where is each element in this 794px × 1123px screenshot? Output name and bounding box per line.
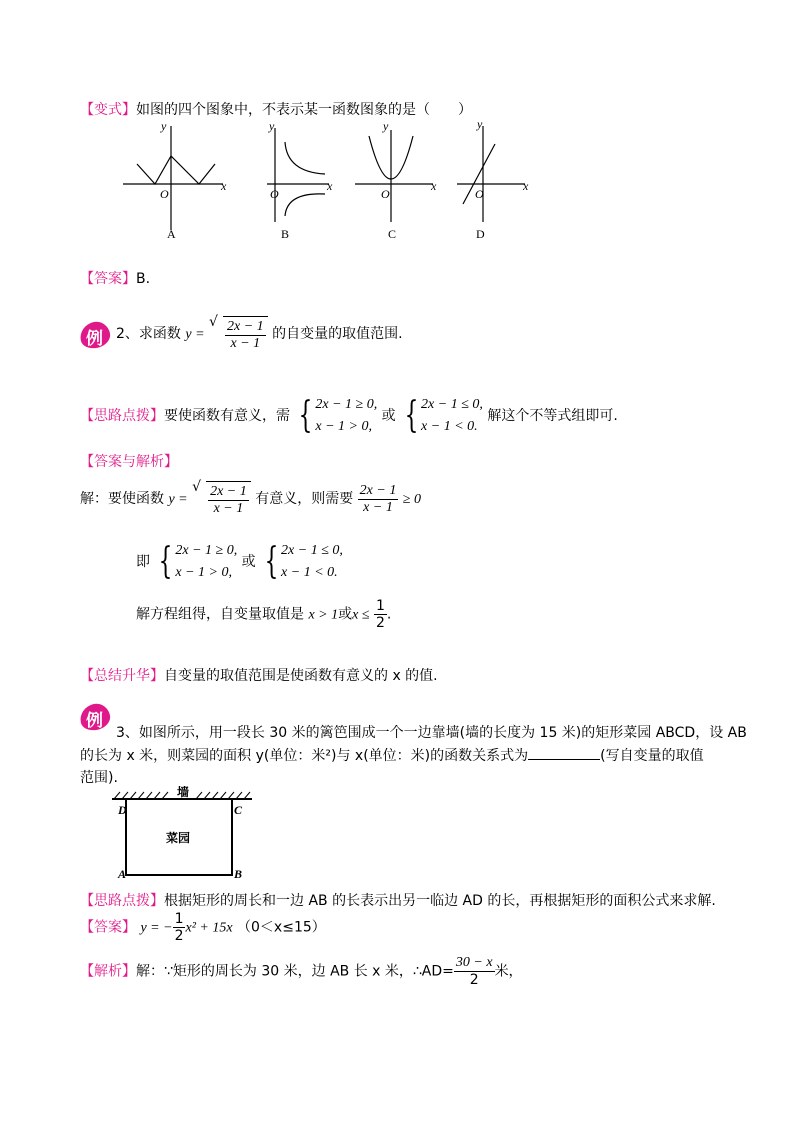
hint2-or: 或 [381,408,396,424]
graph-a-y: y [161,119,167,133]
hint3 [80,890,716,910]
example3-line3: 范围). [80,770,118,786]
graph-label-a: A [167,227,176,241]
example3-line2a: 的长为 x 米，则菜园的面积 y(单位：米²)与 x(单位：米)的函数关系式为 [80,748,529,764]
answer2-half-num: 1 [375,598,385,614]
analysis3-trail: 米， [494,963,523,980]
garden-label: 菜园 [166,831,191,845]
example2-num: 2x − 1 [227,319,264,334]
example2-y: y = [185,327,205,343]
answer2-line1 [80,481,421,517]
answer2-sqrt-den: x − 1 [208,500,249,517]
hint2-sys1a: 2x − 1 ≥ 0, [315,397,378,412]
graph-b-origin: O [270,187,279,201]
analysis3-tag: 【解析】 [80,963,136,980]
answer2-half-den: 2 [375,615,385,632]
answer2-sys1b: x − 1 > 0, [175,565,232,580]
answer3-tag: 【答案】 [80,919,136,936]
example3-badge: 例 [80,704,112,732]
answer2-result-or: 或 [338,606,353,623]
answer3-den: 2 [174,928,184,945]
answer-blank [528,745,600,760]
graph-label-c: C [388,227,397,241]
example2-question [116,316,403,352]
answer2-line1-lead: 解：要使函数 [80,491,164,508]
vertex-b: B [234,867,243,881]
graph-c-x: x [431,179,437,193]
answer2-frac-den: x − 1 [358,499,399,516]
answer3-tail: x² + 15x [185,920,233,936]
analysis3-num: 30 − x [455,955,493,970]
answer2-sqrt: √ $\frac{2x - 1}{x - 1}$ [192,481,251,517]
answer2-frac-num: 2x − 1 [359,482,397,498]
answer3-num: 1 [174,911,184,927]
graph-c [355,130,433,222]
answer3 [80,911,326,944]
answer2-y: y = [168,492,188,508]
example3-line2 [80,745,704,765]
answer2-result-b: x ≤ [352,607,370,623]
answer2-dot: . [386,606,392,623]
graph-d [457,126,525,222]
example3-line1: 3、如图所示，用一段长 30 米的篱笆围成一个一边靠墙(墙的长度为 15 米)的矩形菜园 ABCD，设 AB [116,725,747,741]
function-graphs [115,112,545,242]
graph-a-x: x [221,179,227,193]
answer2-line2-lead: 即 [136,554,150,570]
hint2-tag: 【思路点拨】 [80,408,164,424]
graph-d-origin: O [475,187,484,201]
graph-d-x: x [523,179,529,193]
example2-trail: 的自变量的取值范围. [272,326,403,343]
graph-label-b: B [281,227,290,241]
variant-text: 如图的四个图象中，不表示某一函数图象的是（ ） [136,102,472,118]
hint3-text: 根据矩形的周长和一边 AB 的长表示出另一临边 AD 的长，再根据矩形的面积公式来求解. [164,893,716,909]
summary-tag: 【总结升华】 [80,668,164,684]
example2-sqrt: √ $\frac{2x - 1}{x - 1}$ [209,316,268,352]
graph-c-origin: O [381,187,390,201]
analysis3-lead: 解：∵矩形的周长为 30 米，边 AB 长 x 米，∴AD= [136,963,454,980]
answer2-sys1a: 2x − 1 ≥ 0, [175,543,238,558]
analysis3 [80,955,523,988]
wall-label: 墙 [177,786,190,799]
graph-b-y: y [269,119,275,133]
answer3-range: （0＜x≤15） [237,919,326,936]
answer2-tag: 【答案与解析】 [80,454,178,470]
variant-tag: 【变式】 [80,102,136,118]
vertex-a: A [118,867,127,881]
analysis3-den: 2 [454,971,495,988]
hint2-sys2b: x − 1 < 0. [421,419,478,434]
answer2-line3 [136,598,391,631]
answer2-sys2b: x − 1 < 0. [281,565,338,580]
answer2-line1-mid: 有意义，则需要 [255,491,354,508]
graph-d-y: y [477,117,483,131]
hint2-sys1b: x − 1 > 0, [315,419,372,434]
variant-answer-text: B. [136,271,151,287]
example2-badge: 例 [80,322,112,350]
graph-a-origin: O [160,187,169,201]
hint3-tag: 【思路点拨】 [80,893,164,909]
answer2-sqrt-num: 2x − 1 [210,484,247,499]
answer2-line3-text: 解方程组得，自变量取值是 [136,606,304,623]
graph-a [123,126,223,230]
graph-c-y: y [383,119,389,133]
hint2-lead: 要使函数有意义，需 [164,408,290,424]
example3-line2b: (写自变量的取值 [600,748,704,764]
answer3-y: y = − [140,920,173,936]
answer2-sys2a: 2x − 1 ≤ 0, [281,543,343,558]
example2-lead: 2、求函数 [116,326,181,343]
graph-label-d: D [476,227,485,241]
hint2: 【思路点拨】要使函数有意义，需 { 2x − 1 ≥ 0, x − 1 > 0, 或 { 2x − 1 ≤ 0, x − 1 < 0. 解这个不等式组即可. [80,395,618,436]
answer2-line2: 即 { 2x − 1 ≥ 0, x − 1 > 0, 或 { 2x − 1 ≤ 0, x − 1 < 0. [136,541,343,582]
graph-b-x: x [327,179,333,193]
vertex-d: D [118,803,127,817]
variant-answer [80,268,150,288]
graph-b [267,128,329,222]
vertex-c: C [234,803,243,817]
example2-den: x − 1 [225,335,266,352]
hint2-sys2a: 2x − 1 ≤ 0, [421,397,483,412]
answer2-result-a: x > 1 [308,607,339,623]
summary [80,665,438,685]
hint2-trail: 解这个不等式组即可. [487,408,618,424]
garden-figure [108,786,258,882]
answer2-or: 或 [241,554,256,570]
answer2-ge0: ≥ 0 [402,492,421,508]
summary-text: 自变量的取值范围是使函数有意义的 x 的值. [164,668,438,684]
variant-answer-tag: 【答案】 [80,271,136,287]
